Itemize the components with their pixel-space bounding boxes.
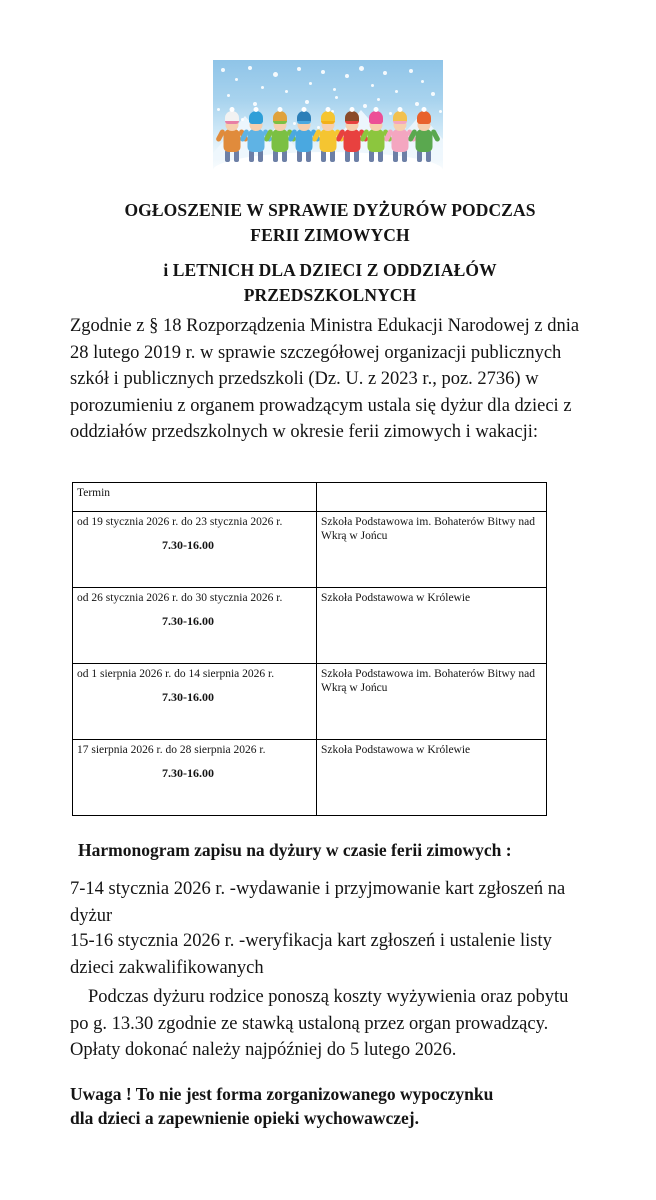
child-hat-pompom bbox=[326, 107, 331, 112]
cell-school: Szkoła Podstawowa w Królewie bbox=[317, 588, 547, 664]
child-hat bbox=[225, 111, 239, 124]
snowflake-icon bbox=[363, 104, 367, 108]
child-hat bbox=[417, 111, 431, 124]
snowflake-icon bbox=[253, 102, 257, 106]
child-hat-pompom bbox=[302, 107, 307, 112]
term-range: od 19 stycznia 2026 r. do 23 stycznia 2026 r. bbox=[77, 516, 283, 528]
child-coat bbox=[296, 129, 313, 152]
term-hours: 7.30-16.00 bbox=[162, 614, 214, 628]
snowflake-icon bbox=[285, 90, 288, 93]
costs-text: Podczas dyżuru rodzice ponoszą koszty wyżywienia oraz pobytu po g. 13.30 zgodnie ze stawką ustaloną przez organ prowadzący. Opłaty dokonać należy najpóźniej do 5 lutego 2026. bbox=[70, 987, 569, 1060]
term-hours: 7.30-16.00 bbox=[162, 690, 214, 704]
snowflake-icon bbox=[321, 70, 325, 74]
snowflake-icon bbox=[273, 72, 278, 77]
snowflake-icon bbox=[439, 110, 442, 113]
title-line-2: FERII ZIMOWYCH bbox=[250, 225, 410, 245]
snowflake-icon bbox=[345, 74, 349, 78]
snowflake-icon bbox=[335, 96, 338, 99]
column-header-term: Termin bbox=[73, 483, 317, 512]
cell-term bbox=[73, 588, 317, 664]
child-hat-pompom bbox=[422, 107, 427, 112]
table-row bbox=[73, 588, 547, 664]
term-range: od 1 sierpnia 2026 r. do 14 sierpnia 2026 r. bbox=[77, 668, 275, 680]
snowflake-icon bbox=[333, 88, 336, 91]
child-hat bbox=[393, 111, 407, 124]
cell-school: Szkoła Podstawowa im. Bohaterów Bitwy nad Wkrą w Jońcu bbox=[317, 664, 547, 740]
child-hat-pompom bbox=[398, 107, 403, 112]
snowflake-icon bbox=[309, 82, 312, 85]
child-coat bbox=[392, 129, 409, 152]
term-hours: 7.30-16.00 bbox=[162, 538, 214, 552]
child-figure bbox=[413, 110, 435, 164]
costs-paragraph bbox=[70, 984, 586, 1064]
child-coat bbox=[224, 129, 241, 152]
snowflake-icon bbox=[395, 90, 398, 93]
schedule-item-1: 7-14 stycznia 2026 r. -wydawanie i przyjmowanie kart zgłoszeń na dyżur bbox=[70, 879, 566, 926]
page-title bbox=[60, 198, 600, 308]
child-coat bbox=[368, 129, 385, 152]
title-line-4: PRZEDSZKOLNYCH bbox=[243, 285, 417, 305]
column-header-school bbox=[317, 483, 547, 512]
child-hat bbox=[249, 111, 263, 124]
table-header-row bbox=[73, 483, 547, 512]
duty-schedule-table bbox=[72, 482, 547, 816]
child-figure bbox=[293, 110, 315, 164]
title-line-3: i LETNICH DLA DZIECI Z ODDZIAŁÓW bbox=[163, 260, 497, 280]
child-coat bbox=[248, 129, 265, 152]
snowflake-icon bbox=[409, 69, 413, 73]
child-coat bbox=[344, 129, 361, 152]
child-figure bbox=[245, 110, 267, 164]
snowflake-icon bbox=[235, 78, 238, 81]
child-coat bbox=[272, 129, 289, 152]
child-hat bbox=[273, 111, 287, 124]
child-figure bbox=[389, 110, 411, 164]
child-hat-pompom bbox=[350, 107, 355, 112]
snowflake-icon bbox=[297, 67, 301, 71]
child-coat bbox=[320, 129, 337, 152]
child-hat bbox=[321, 111, 335, 124]
child-hat-pompom bbox=[374, 107, 379, 112]
snowflake-icon bbox=[261, 86, 264, 89]
cell-school: Szkoła Podstawowa w Królewie bbox=[317, 740, 547, 816]
table-row bbox=[73, 664, 547, 740]
snowflake-icon bbox=[217, 108, 220, 111]
child-figure bbox=[365, 110, 387, 164]
cell-school: Szkoła Podstawowa im. Bohaterów Bitwy nad Wkrą w Jońcu bbox=[317, 512, 547, 588]
snowflake-icon bbox=[305, 100, 309, 104]
snowflake-icon bbox=[383, 71, 387, 75]
cell-term bbox=[73, 740, 317, 816]
intro-paragraph: Zgodnie z § 18 Rozporządzenia Ministra Edukacji Narodowej z dnia 28 lutego 2019 r. w sprawie szczegółowej organizacji publicznych szkół i publicznych przedszkoli (Dz. U. z 2023 r., poz. 2736) w porozumieniu z organem prowadzącym ustala się dyżur dla dzieci z oddziałów przedszkolnych w okresie ferii zimowych i wakacji: bbox=[70, 316, 580, 442]
schedule-item-2: 15-16 stycznia 2026 r. -weryfikacja kart zgłoszeń i ustalenie listy dzieci zakwalifikowanych bbox=[70, 931, 552, 978]
child-figure bbox=[269, 110, 291, 164]
child-figure bbox=[221, 110, 243, 164]
title-line-1: OGŁOSZENIE W SPRAWIE DYŻURÓW PODCZAS bbox=[124, 200, 536, 220]
child-hat bbox=[369, 111, 383, 124]
child-hat-pompom bbox=[230, 107, 235, 112]
snowflake-icon bbox=[421, 80, 424, 83]
schedule-heading: Harmonogram zapisu na dyżury w czasie ferii zimowych : bbox=[78, 840, 512, 860]
child-figure bbox=[341, 110, 363, 164]
term-range: 17 sierpnia 2026 r. do 28 sierpnia 2026 r. bbox=[77, 744, 266, 756]
term-range: od 26 stycznia 2026 r. do 30 stycznia 2026 r. bbox=[77, 592, 283, 604]
table-row bbox=[73, 512, 547, 588]
cell-term bbox=[73, 512, 317, 588]
illustration-canvas bbox=[213, 60, 443, 178]
warning-line-2: dla dzieci a zapewnienie opieki wychowawczej. bbox=[70, 1108, 419, 1128]
child-coat bbox=[416, 129, 433, 152]
snowflake-icon bbox=[221, 68, 225, 72]
warning-note bbox=[70, 1082, 590, 1130]
child-hat bbox=[297, 111, 311, 124]
warning-line-1: Uwaga ! To nie jest forma zorganizowanego wypoczynku bbox=[70, 1084, 494, 1104]
child-hat-pompom bbox=[278, 107, 283, 112]
winter-children-illustration bbox=[213, 60, 443, 178]
snowflake-icon bbox=[248, 66, 252, 70]
cell-term bbox=[73, 664, 317, 740]
snowflake-icon bbox=[415, 102, 419, 106]
snowflake-icon bbox=[377, 98, 380, 101]
child-hat bbox=[345, 111, 359, 124]
snowflake-icon bbox=[371, 84, 374, 87]
snowflake-icon bbox=[431, 92, 435, 96]
child-hat-pompom bbox=[254, 107, 259, 112]
snowflake-icon bbox=[359, 66, 364, 71]
table-row bbox=[73, 740, 547, 816]
snowflake-icon bbox=[227, 94, 230, 97]
child-figure bbox=[317, 110, 339, 164]
term-hours: 7.30-16.00 bbox=[162, 766, 214, 780]
